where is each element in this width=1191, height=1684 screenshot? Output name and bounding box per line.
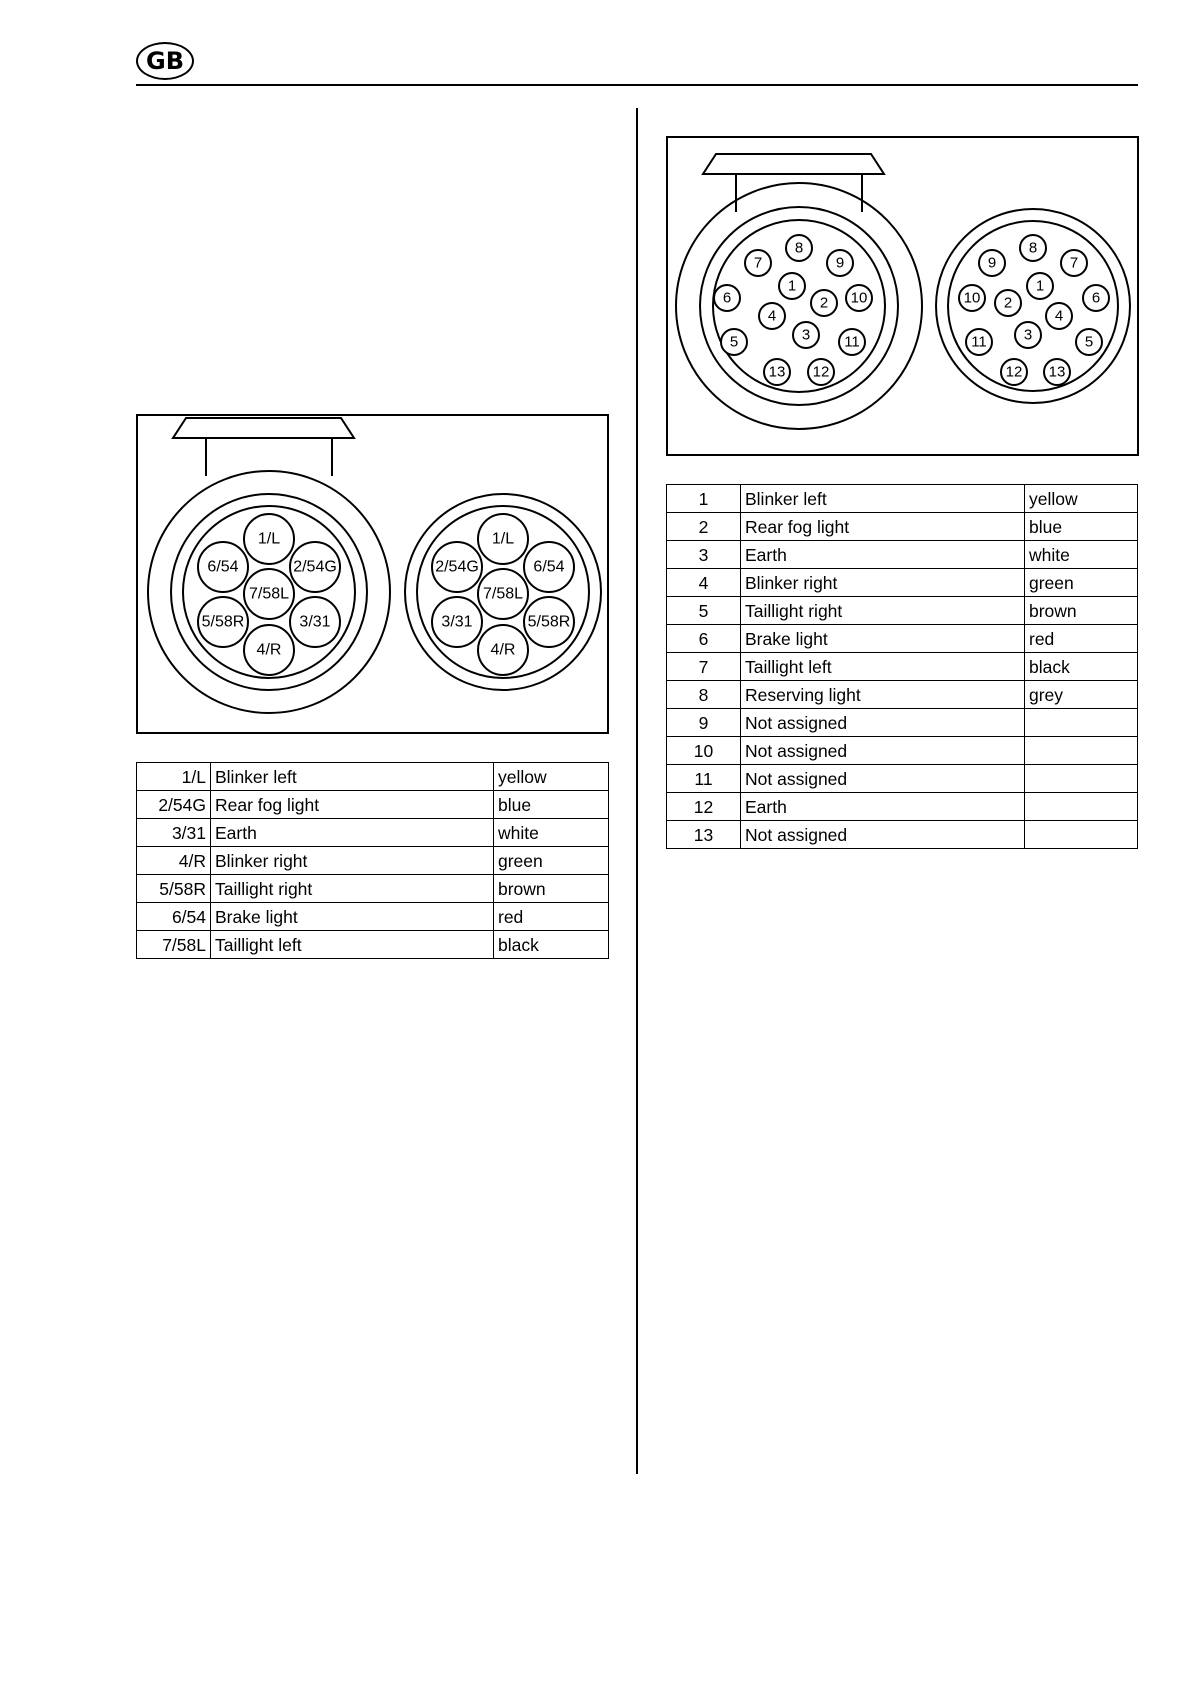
language-badge: GB [136,42,194,80]
wire-color-cell [1025,821,1138,849]
wire-color-cell: yellow [494,763,609,791]
wire-color-cell: brown [494,875,609,903]
pin-cell: 7 [667,653,741,681]
func-cell: Earth [741,793,1025,821]
pin-label: 3 [1023,326,1033,344]
pin-cell: 2 [667,513,741,541]
wire-color-cell: black [1025,653,1138,681]
pin-label: 4/R [256,641,282,659]
func-cell: Rear fog light [211,791,494,819]
pin-cell: 6/54 [137,903,211,931]
wire-color-cell: yellow [1025,485,1138,513]
pin-label: 5/58R [201,613,245,631]
pin-label: 6/54 [533,558,565,576]
pin-label: 7/58L [482,585,524,603]
pin-label: 2/54G [293,558,337,576]
func-cell: Taillight left [741,653,1025,681]
pin-label: 3 [801,326,811,344]
table-row [137,931,609,959]
pin-cell: 5/58R [137,875,211,903]
pin-label: 9 [987,254,997,272]
pin-cell: 6 [667,625,741,653]
pin-label: 7 [1069,254,1079,272]
pin-label: 1/L [257,530,281,548]
func-cell: Taillight right [741,597,1025,625]
pin-label: 8 [794,239,804,257]
table-row [137,791,609,819]
pin-label: 13 [768,363,786,381]
pin-label: 11 [844,333,860,351]
plug-13-pin-table [666,484,1138,849]
plug-13-pin-drawing [668,138,1137,454]
pin-label: 2 [819,294,829,312]
pin-label: 3/31 [299,613,331,631]
wire-color-cell: red [1025,625,1138,653]
pin-label: 10 [963,289,981,307]
table-row [667,793,1138,821]
table-row [667,513,1138,541]
pin-label: 4 [767,307,777,325]
column-divider [636,108,638,1474]
func-cell: Earth [741,541,1025,569]
pin-cell: 11 [667,765,741,793]
func-cell: Taillight right [211,875,494,903]
table-row [667,625,1138,653]
table-row [667,541,1138,569]
table-row [667,569,1138,597]
wire-color-cell: white [494,819,609,847]
func-cell: Reserving light [741,681,1025,709]
pin-label: 8 [1028,239,1038,257]
func-cell: Taillight left [211,931,494,959]
wire-color-cell [1025,793,1138,821]
pin-label: 5 [1084,333,1094,351]
wire-color-cell: blue [1025,513,1138,541]
plug-handle-top [703,154,884,174]
func-cell: Brake light [211,903,494,931]
table-row [667,821,1138,849]
pin-cell: 13 [667,821,741,849]
wire-color-cell: red [494,903,609,931]
table-row [667,653,1138,681]
pin-label: 7/58L [248,585,290,603]
func-cell: Earth [211,819,494,847]
table-row [667,597,1138,625]
plug-7-pin-diagram [136,414,609,734]
pin-label: 6 [722,289,732,307]
pin-cell: 5 [667,597,741,625]
plug-7-pin-table [136,762,609,959]
pin-cell: 9 [667,709,741,737]
pin-cell: 7/58L [137,931,211,959]
pin-label: 6/54 [207,558,239,576]
func-cell: Blinker left [741,485,1025,513]
func-cell: Blinker right [211,847,494,875]
table-row [667,709,1138,737]
pin-cell: 12 [667,793,741,821]
table-row [667,485,1138,513]
pin-cell: 1 [667,485,741,513]
pin-label: 5 [729,333,739,351]
pin-label: 1 [787,277,797,295]
pin-label: 2 [1003,294,1013,312]
table-row [137,903,609,931]
plug-7-pin-drawing [138,416,607,732]
pin-label: 9 [835,254,845,272]
plug-13-pin-diagram [666,136,1139,456]
table-row [137,819,609,847]
pin-label: 6 [1091,289,1101,307]
wire-color-cell: blue [494,791,609,819]
func-cell: Blinker right [741,569,1025,597]
pin-cell: 10 [667,737,741,765]
func-cell: Rear fog light [741,513,1025,541]
table-row [667,765,1138,793]
pin-cell: 3 [667,541,741,569]
pin-cell: 4/R [137,847,211,875]
wire-color-cell [1025,737,1138,765]
pin-label: 11 [971,333,987,351]
func-cell: Brake light [741,625,1025,653]
wire-color-cell: brown [1025,597,1138,625]
pin-cell: 3/31 [137,819,211,847]
func-cell: Not assigned [741,737,1025,765]
pin-label: 3/31 [441,613,473,631]
pin-label: 1/L [491,530,515,548]
wire-color-cell: grey [1025,681,1138,709]
table-row [137,763,609,791]
pin-label: 1 [1035,277,1045,295]
pin-cell: 8 [667,681,741,709]
func-cell: Not assigned [741,765,1025,793]
pin-label: 12 [812,363,830,381]
func-cell: Not assigned [741,709,1025,737]
table-row [137,847,609,875]
pin-label: 4/R [490,641,516,659]
header-rule [136,84,1138,86]
wire-color-cell [1025,765,1138,793]
table-row [137,875,609,903]
pin-cell: 2/54G [137,791,211,819]
pin-label: 4 [1054,307,1064,325]
wire-color-cell [1025,709,1138,737]
table-row [667,737,1138,765]
pin-label: 12 [1005,363,1023,381]
wire-color-cell: white [1025,541,1138,569]
pin-label: 7 [753,254,763,272]
plug-handle-top [173,418,354,438]
pin-cell: 1/L [137,763,211,791]
func-cell: Blinker left [211,763,494,791]
wire-color-cell: black [494,931,609,959]
wire-color-cell: green [1025,569,1138,597]
pin-label: 13 [1048,363,1066,381]
pin-label: 2/54G [435,558,479,576]
pin-label: 5/58R [527,613,571,631]
pin-label: 10 [850,289,868,307]
func-cell: Not assigned [741,821,1025,849]
table-row [667,681,1138,709]
pin-cell: 4 [667,569,741,597]
wire-color-cell: green [494,847,609,875]
